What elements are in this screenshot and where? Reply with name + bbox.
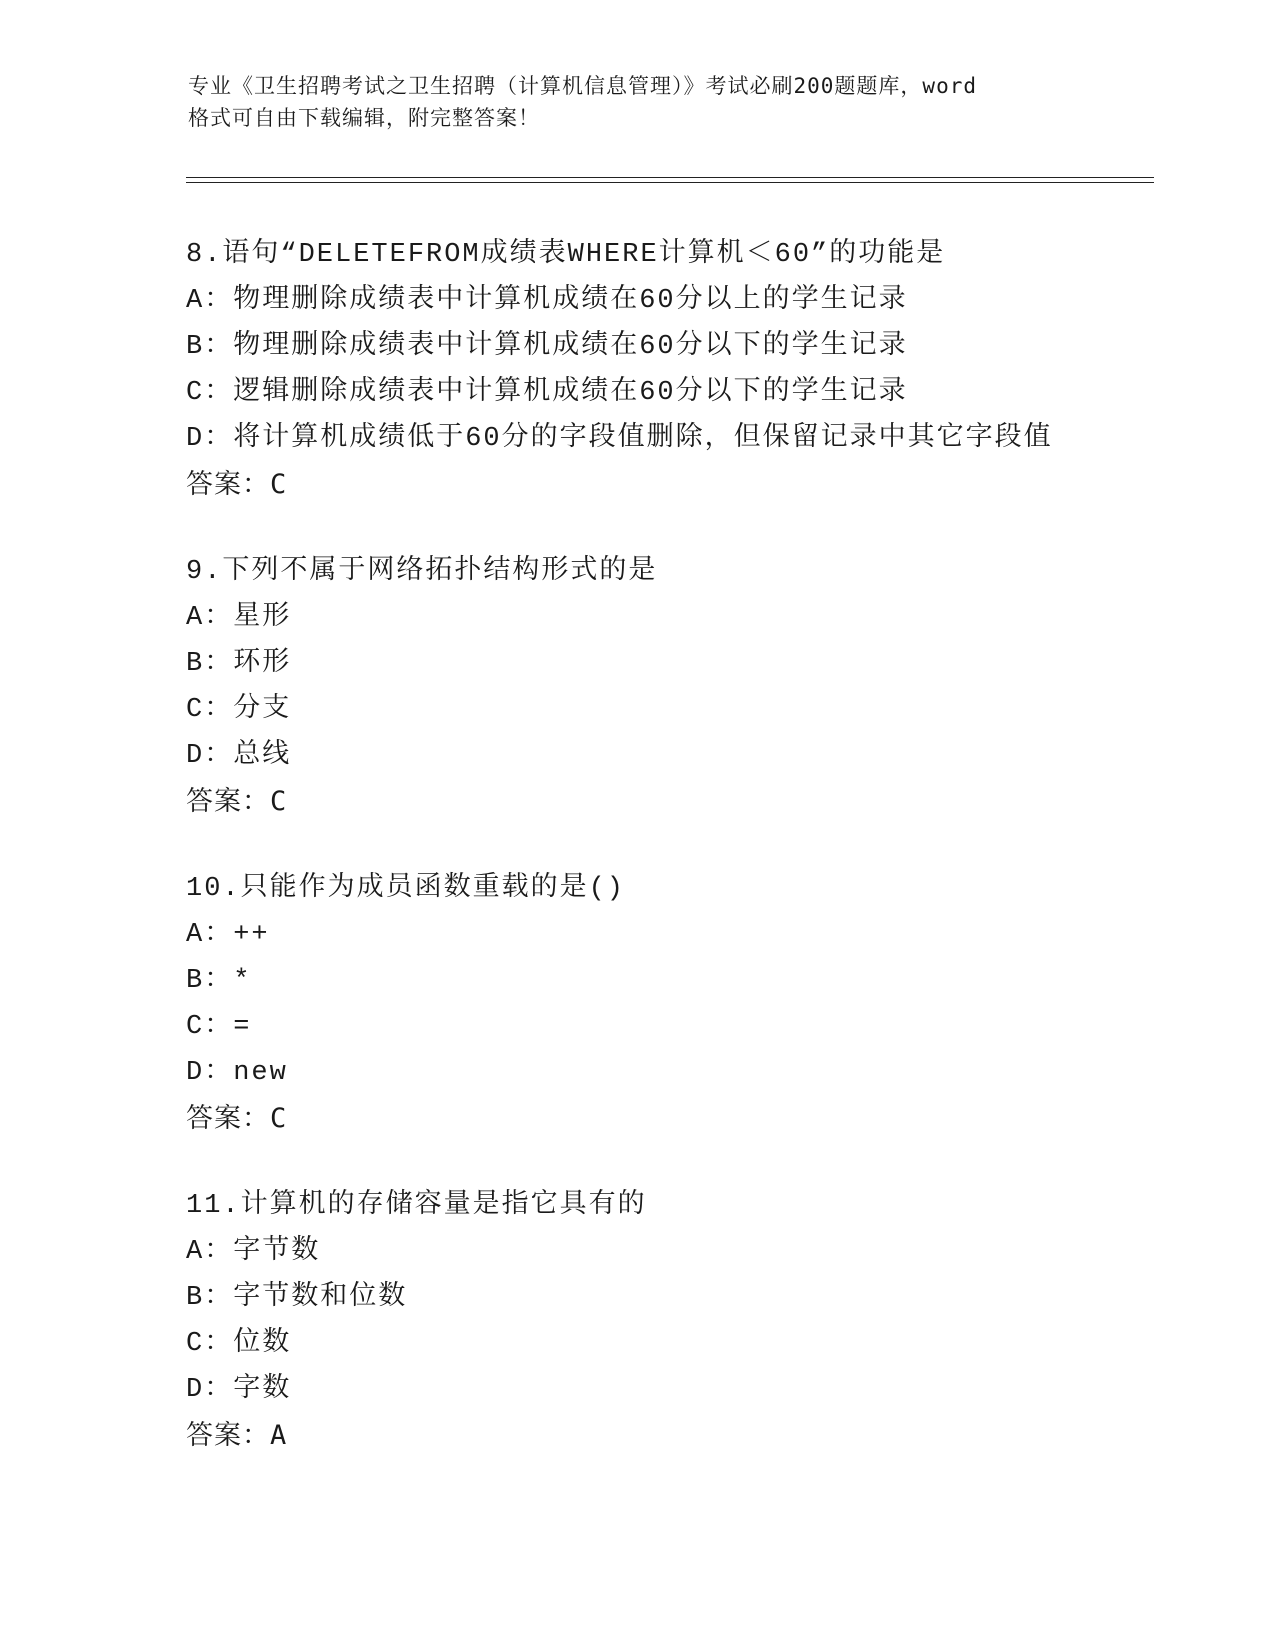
option-d: D：将计算机成绩低于60分的字段值删除，但保留记录中其它字段值	[186, 424, 1053, 454]
option-a: A：星形	[186, 603, 292, 633]
question-11	[186, 1183, 1166, 1459]
answer: 答案：A	[186, 1420, 288, 1451]
answer: 答案：C	[186, 469, 288, 500]
option-b: B：环形	[186, 649, 292, 679]
question-title: 9.下列不属于网络拓扑结构形式的是	[186, 557, 658, 587]
option-b: B：字节数和位数	[186, 1283, 408, 1313]
question-9	[186, 549, 1166, 825]
answer: 答案：C	[186, 1103, 288, 1134]
option-d: D：new	[186, 1058, 288, 1088]
option-c: C：逻辑删除成绩表中计算机成绩在60分以下的学生记录	[186, 378, 908, 408]
option-a: A：字节数	[186, 1237, 321, 1267]
header-line-1: 专业《卫生招聘考试之卫生招聘（计算机信息管理）》考试必刷200题题库，word	[188, 74, 977, 98]
question-title: 8.语句“DELETEFROM成绩表WHERE计算机＜60”的功能是	[186, 240, 946, 270]
option-c: C：=	[186, 1012, 252, 1042]
header-divider-top	[186, 177, 1154, 178]
document-header	[188, 70, 1088, 134]
option-b: B：*	[186, 966, 252, 996]
question-title: 10.只能作为成员函数重载的是()	[186, 874, 626, 904]
option-a: A：物理删除成绩表中计算机成绩在60分以上的学生记录	[186, 286, 908, 316]
question-list	[186, 232, 1166, 1500]
header-divider-bottom	[186, 182, 1154, 183]
option-a: A：++	[186, 920, 270, 950]
option-d: D：总线	[186, 741, 292, 771]
answer: 答案：C	[186, 786, 288, 817]
question-10	[186, 866, 1166, 1142]
option-b: B：物理删除成绩表中计算机成绩在60分以下的学生记录	[186, 332, 908, 362]
option-c: C：位数	[186, 1329, 292, 1359]
question-title: 11.计算机的存储容量是指它具有的	[186, 1191, 647, 1221]
option-d: D：字数	[186, 1375, 292, 1405]
option-c: C：分支	[186, 695, 292, 725]
question-8	[186, 232, 1166, 508]
header-line-2: 格式可自由下载编辑，附完整答案！	[188, 106, 540, 130]
